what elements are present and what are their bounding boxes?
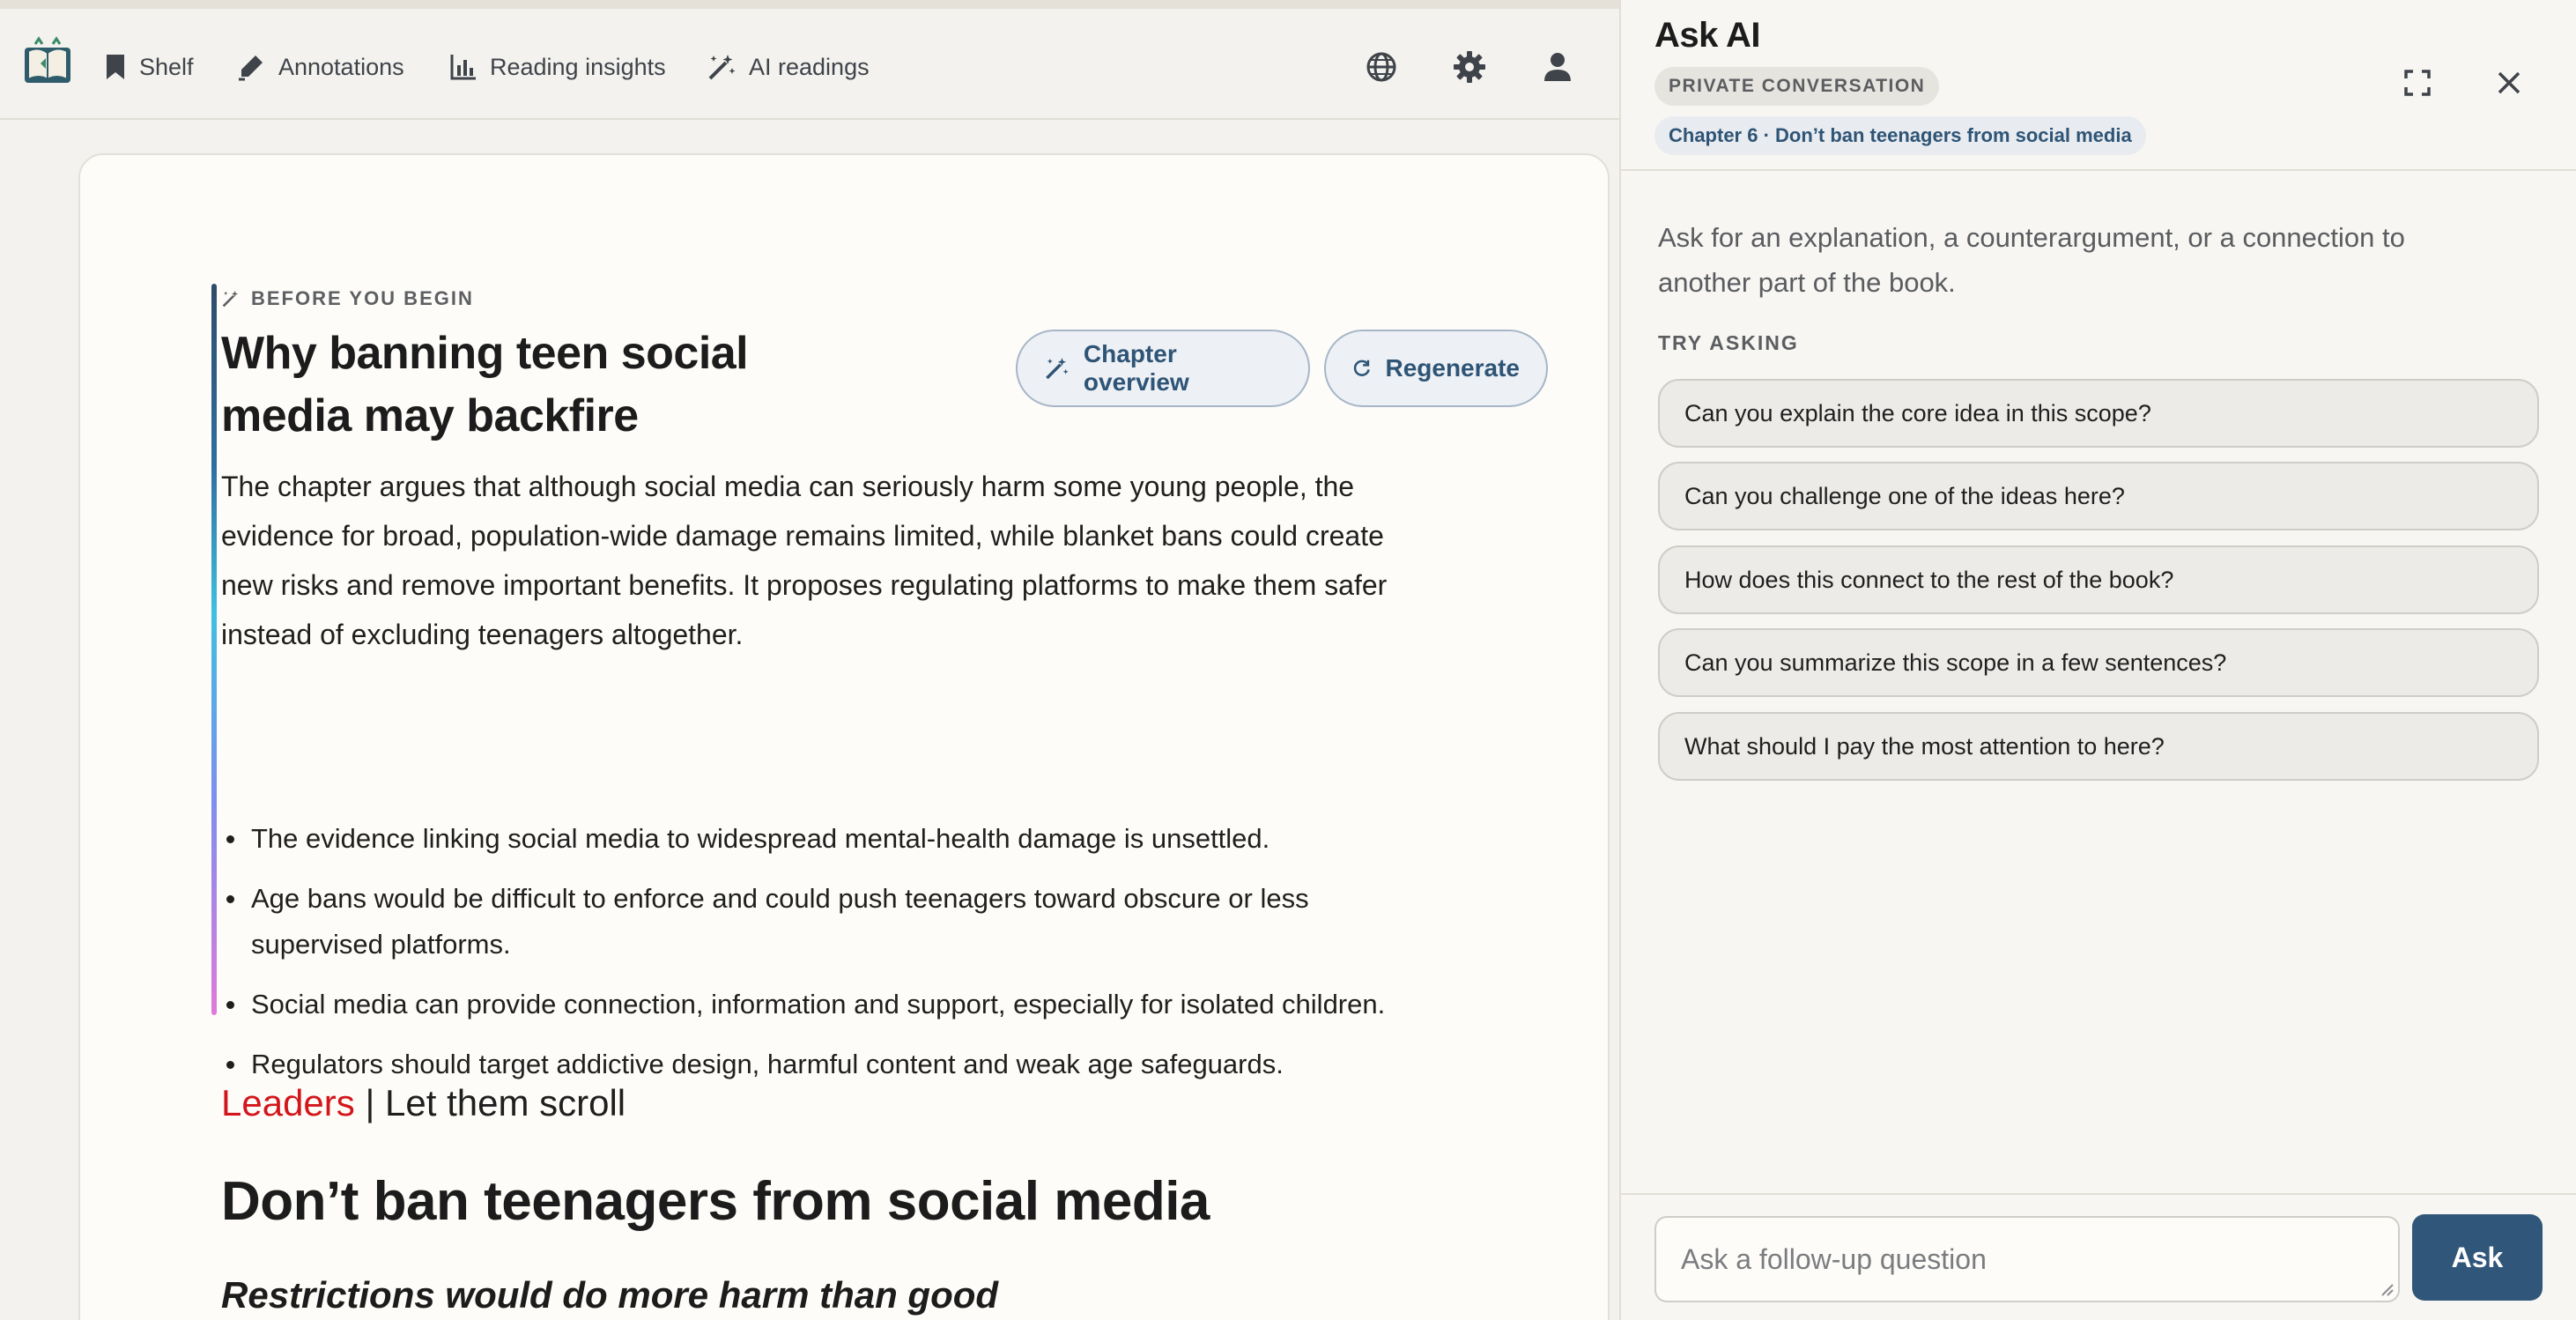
suggestion-button[interactable]: How does this connect to the rest of the book?	[1658, 545, 2539, 614]
ask-ai-panel	[1619, 0, 2576, 1320]
user-icon[interactable]	[1538, 48, 1577, 86]
nav-reading-insights[interactable]	[449, 42, 666, 92]
refresh-icon	[1352, 355, 1371, 382]
top-navigation-bar	[0, 9, 1619, 120]
reader-card	[78, 153, 1610, 1320]
app-logo-book-icon[interactable]	[21, 35, 74, 88]
article-rubric: Let them scroll	[385, 1082, 626, 1123]
try-asking-label: TRY ASKING	[1658, 331, 1799, 354]
suggestion-button[interactable]: What should I pay the most attention to here?	[1658, 712, 2539, 781]
overview-accent-bar	[211, 284, 217, 1015]
resize-grip-icon[interactable]	[2379, 1281, 2395, 1297]
suggestion-button[interactable]: Can you explain the core idea in this scope?	[1658, 379, 2539, 448]
regenerate-button[interactable]	[1324, 330, 1548, 407]
suggestion-button[interactable]: Can you challenge one of the ideas here?	[1658, 462, 2539, 530]
nav-ai-readings[interactable]	[707, 42, 870, 92]
gear-icon[interactable]	[1450, 48, 1489, 86]
magic-wand-icon	[221, 289, 241, 308]
magic-wand-icon	[707, 52, 737, 82]
list-item: Social media can provide connection, information and support, especially for isolated children.	[221, 982, 1410, 1027]
ask-button[interactable]: Ask	[2412, 1214, 2543, 1301]
list-item: Regulators should target addictive design, harmful content and weak age safeguards.	[221, 1042, 1410, 1087]
article-kicker	[221, 1082, 625, 1124]
regenerate-button-label: Regenerate	[1385, 354, 1520, 382]
overview-kicker-label: BEFORE YOU BEGIN	[251, 287, 474, 309]
nav-reading-insights-label: Reading insights	[490, 53, 666, 80]
scope-chip: Chapter 6 · Don’t ban teenagers from social media	[1654, 116, 2146, 155]
ask-composer	[1621, 1193, 2576, 1320]
chapter-overview-button-label: Chapter overview	[1083, 340, 1189, 396]
close-icon[interactable]	[2488, 62, 2530, 104]
nav-shelf-label: Shelf	[139, 53, 194, 80]
article-subtitle: Restrictions would do more harm than good	[221, 1274, 999, 1316]
magic-wand-icon	[1044, 355, 1070, 382]
nav-shelf[interactable]	[104, 42, 194, 92]
overview-title: Why banning teen social media may backfire	[221, 328, 749, 441]
window-top-strip	[0, 0, 1619, 9]
overview-kicker	[221, 287, 474, 310]
follow-up-question-input[interactable]	[1654, 1216, 2400, 1302]
chapter-overview-block	[221, 284, 1520, 1079]
bar-chart-icon	[449, 53, 477, 81]
article-title: Don’t ban teenagers from social media	[221, 1171, 1210, 1232]
panel-title: Ask AI	[1654, 16, 1761, 55]
nav-annotations[interactable]	[236, 42, 404, 92]
suggestion-button[interactable]: Can you summarize this scope in a few sentences?	[1658, 628, 2539, 697]
pen-icon	[236, 52, 266, 82]
chapter-overview-button[interactable]	[1016, 330, 1310, 407]
private-conversation-badge: PRIVATE CONVERSATION	[1654, 67, 1939, 106]
nav-annotations-label: Annotations	[278, 53, 404, 80]
article-section[interactable]: Leaders	[221, 1082, 355, 1123]
overview-summary: The chapter argues that although social media can seriously harm some young people, the evidence for broad, population-wide damage remains limited, while blanket bans could create new risks and remove important benefits. It proposes regulating platforms to make them safer instead of excluding teenagers altogether.	[221, 471, 1388, 650]
kicker-separator: |	[354, 1082, 386, 1123]
list-item: The evidence linking social media to widespread mental-health damage is unsettled.	[221, 816, 1410, 862]
panel-intro: Ask for an explanation, a counterargument, or a connection to another part of the book.	[1658, 222, 2405, 298]
expand-icon[interactable]	[2396, 62, 2439, 104]
ask-ai-panel-header	[1621, 0, 2576, 171]
bookmark-icon	[104, 53, 127, 81]
list-item: Age bans would be difficult to enforce and could push teenagers toward obscure or less supervised platforms.	[221, 876, 1410, 968]
globe-icon[interactable]	[1362, 48, 1401, 86]
overview-key-points	[221, 816, 1410, 1101]
nav-ai-readings-label: AI readings	[749, 53, 870, 80]
